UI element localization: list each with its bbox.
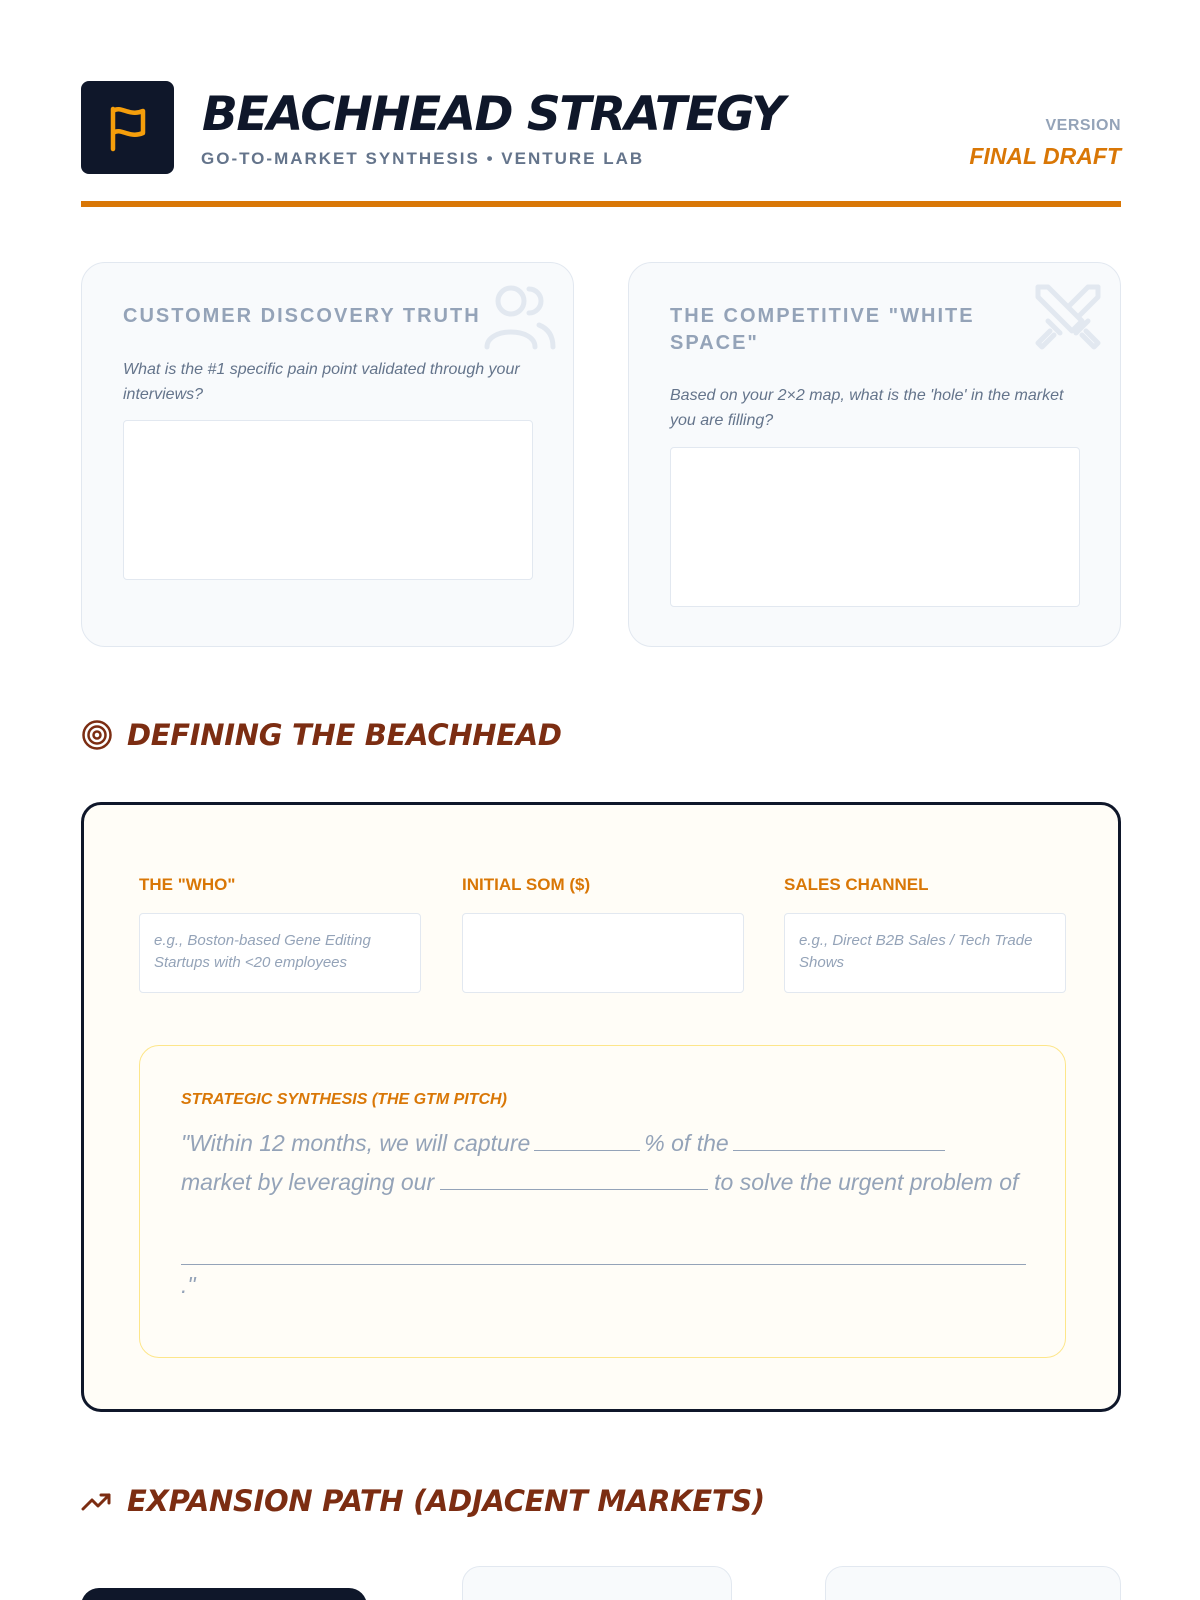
synthesis-label: STRATEGIC SYNTHESIS (THE GTM PITCH): [181, 1091, 507, 1108]
synthesis-part: % of the: [644, 1130, 729, 1156]
swords-icon: [1032, 281, 1104, 353]
flag-icon: [105, 103, 151, 153]
adjacent-market-card: [462, 1566, 732, 1600]
sales-channel-label: SALES CHANNEL: [784, 875, 929, 894]
logo: [81, 81, 174, 174]
card-question: What is the #1 specific pain point validated through your interviews?: [123, 361, 520, 403]
beachhead-panel: [81, 802, 1121, 1412]
problem-blank[interactable]: [181, 1264, 1026, 1265]
synthesis-text: [181, 1124, 1031, 1202]
expansion-section-heading: [81, 1484, 765, 1518]
advantage-blank[interactable]: [440, 1168, 708, 1190]
card-title: THE COMPETITIVE "WHITE SPACE": [670, 305, 975, 354]
white-space-answer-field[interactable]: [670, 447, 1080, 607]
who-label: THE "WHO": [139, 875, 236, 894]
competitive-white-space-card: [628, 262, 1121, 647]
version-value: FINAL DRAFT: [969, 143, 1121, 169]
adjacent-market-card: [825, 1566, 1121, 1600]
synthesis-end: .": [181, 1272, 196, 1298]
page-subtitle: GO-TO-MARKET SYNTHESIS • VENTURE LAB: [201, 149, 645, 168]
card-title: CUSTOMER DISCOVERY TRUTH: [123, 305, 481, 327]
customer-discovery-card: [81, 262, 574, 647]
section-title: DEFINING THE BEACHHEAD: [127, 718, 562, 752]
synthesis-part: market by leveraging our: [181, 1169, 435, 1195]
sales-channel-field[interactable]: e.g., Direct B2B Sales / Tech Trade Shows: [784, 913, 1066, 993]
beachhead-market-node: [81, 1588, 367, 1600]
users-icon: [481, 281, 557, 351]
trending-up-icon: [81, 1485, 113, 1517]
initial-som-label: INITIAL SOM ($): [462, 875, 591, 894]
synthesis-part: "Within 12 months, we will capture: [181, 1130, 531, 1156]
page-header: [81, 81, 1121, 207]
synthesis-part: to solve the urgent problem of: [714, 1169, 1019, 1195]
page-title: BEACHHEAD STRATEGY: [202, 87, 784, 142]
capture-percent-blank[interactable]: [534, 1129, 640, 1151]
beachhead-section-heading: [81, 718, 562, 752]
pain-point-answer-field[interactable]: [123, 420, 533, 580]
who-field[interactable]: e.g., Boston-based Gene Editing Startups with <20 employees: [139, 913, 421, 993]
section-title: EXPANSION PATH (ADJACENT MARKETS): [127, 1484, 765, 1518]
card-question: Based on your 2×2 map, what is the 'hole' in the market you are filling?: [670, 387, 1064, 429]
target-icon: [81, 719, 113, 751]
market-blank[interactable]: [733, 1129, 945, 1151]
initial-som-field[interactable]: [462, 913, 744, 993]
gtm-pitch-box: [139, 1045, 1066, 1358]
version-label: VERSION: [1045, 117, 1121, 134]
